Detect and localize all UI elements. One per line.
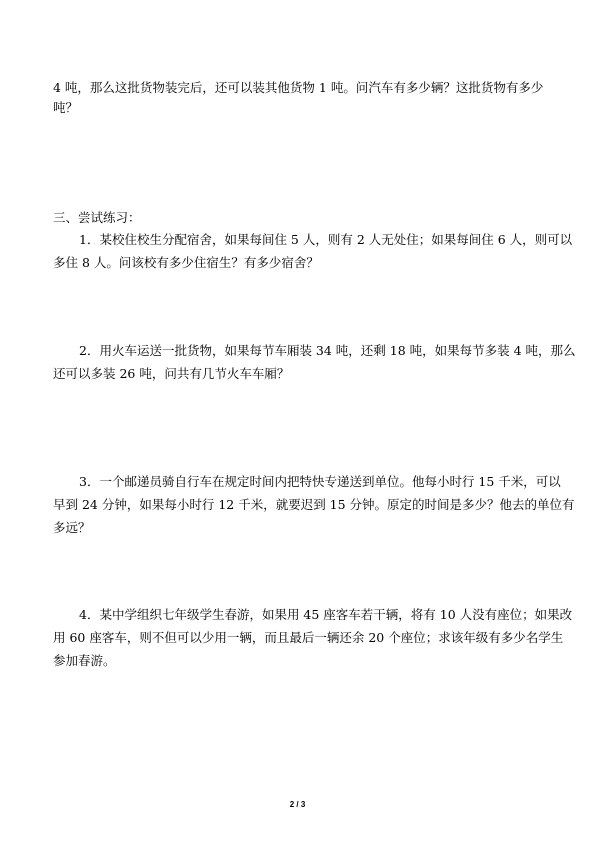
problem-3-line-2: 早到 24 分钟，如果每小时行 12 千米，就要迟到 15 分钟。原定的时间是多少？他去的单位有 bbox=[53, 497, 575, 512]
problem-4-line-3: 参加春游。 bbox=[53, 653, 116, 668]
problem-2-line-1: 2．用火车运送一批货物，如果每节车厢装 34 吨，还剩 18 吨，如果每节多装 4 吨，那么 bbox=[79, 343, 576, 358]
page-number: 2 / 3 bbox=[289, 800, 306, 809]
section-heading: 三、尝试练习： bbox=[53, 210, 141, 225]
problem-4-line-1: 4．某中学组织七年级学生春游，如果用 45 座客车若干辆，将有 10 人没有座位；如果改 bbox=[79, 607, 573, 622]
problem-3-line-1: 3．一个邮递员骑自行车在规定时间内把特快专递送到单位。他每小时行 15 千米，可以 bbox=[79, 474, 561, 489]
problem-1-line-1: 1．某校住校生分配宿舍，如果每间住 5 人，则有 2 人无处住；如果每间住 6 人，则可以 bbox=[79, 232, 573, 247]
problem-4-line-2: 用 60 座客车，则不但可以少用一辆，而且最后一辆还余 20 个座位；求该年级有多少名学生 bbox=[53, 630, 564, 645]
problem-2-line-2: 还可以多装 26 吨，问共有几节火车车厢？ bbox=[53, 366, 290, 381]
carryover-line-1: 4 吨，那么这批货物装完后，还可以装其他货物 1 吨。问汽车有多少辆？这批货物有多少 bbox=[53, 80, 544, 95]
carryover-line-2: 吨？ bbox=[53, 100, 79, 115]
problem-1-line-2: 多住 8 人。问该校有多少住宿生？有多少宿舍？ bbox=[53, 255, 319, 270]
problem-3-line-3: 多远？ bbox=[53, 520, 91, 535]
